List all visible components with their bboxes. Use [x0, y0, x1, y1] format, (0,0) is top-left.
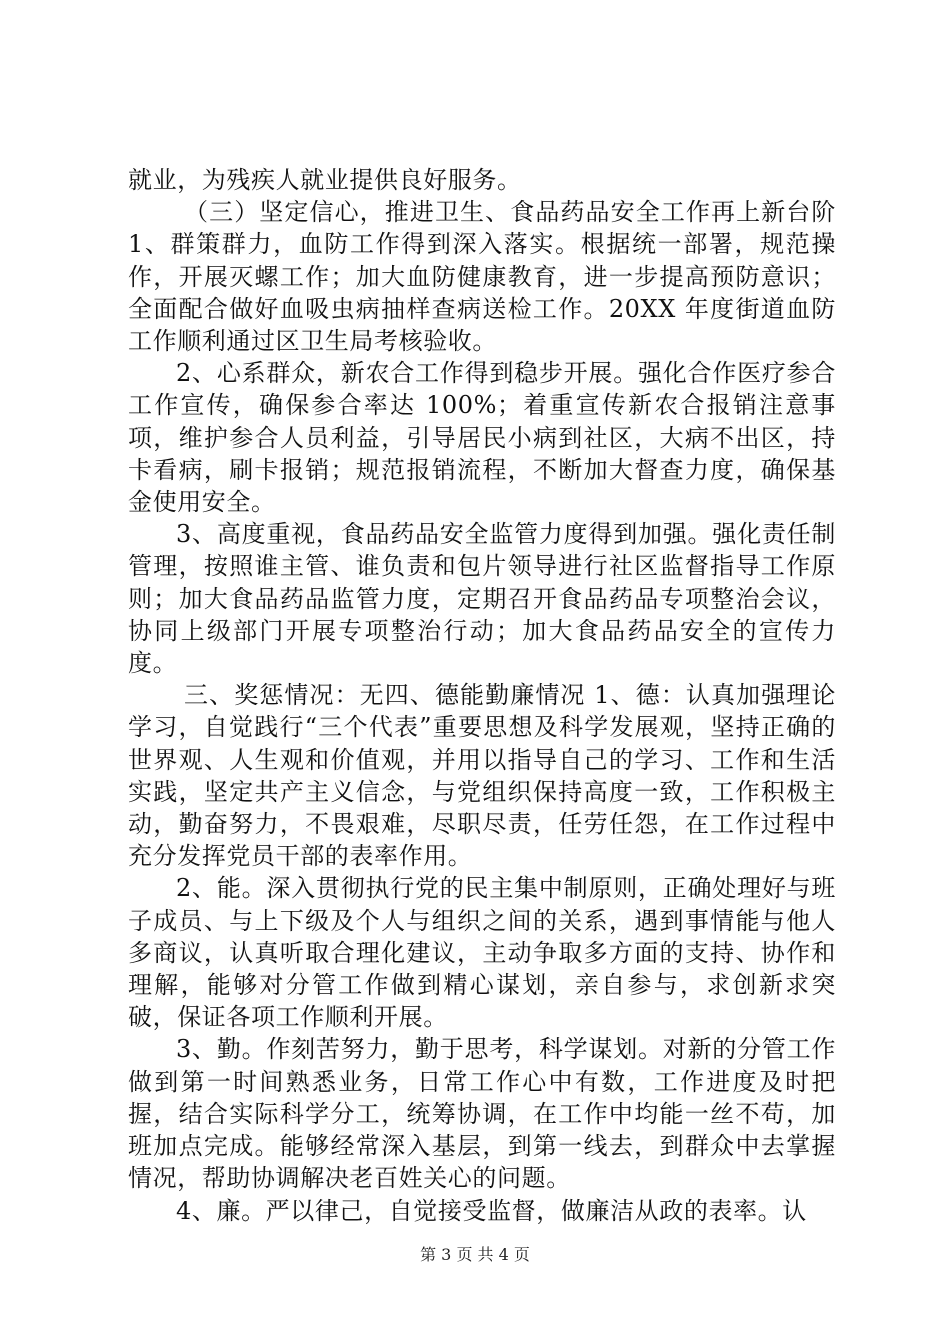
- paragraph-continuation: 就业，为残疾人就业提供良好服务。: [128, 166, 522, 194]
- paragraph-food-safety: 3、高度重视，食品药品安全监管力度得到加强。强化责任制管理，按照谁主管、谁负责和包片领导进行社区监督指导工作原则；加大食品药品监管力度，定期召开食品药品专项整治会议，协同上级部门开展专项整治行动；加大食品药品安全的宣传力度。: [128, 520, 836, 678]
- page-number-footer: 第 3 页 共 4 页: [420, 1245, 530, 1264]
- document-body: [128, 164, 836, 1227]
- paragraph-rewards-virtue: 三、奖惩情况：无四、德能勤廉情况 1、德：认真加强理论学习，自觉践行“三个代表”重要思想及科学发展观，坚持正确的世界观、人生观和价值观，并用以指导自己的学习、工作和生活实践，坚定共产主义信念，与党组织保持高度一致，工作积极主动，勤奋努力，不畏艰难，尽职尽责，任劳任怨，在工作过程中充分发挥党员干部的表率作用。: [128, 681, 836, 871]
- paragraph-ability: 2、能。深入贯彻执行党的民主集中制原则，正确处理好与班子成员、与上下级及个人与组织之间的关系，遇到事情能与他人多商议，认真听取合理化建议，主动争取多方面的支持、协作和理解，能够对分管工作做到精心谋划，亲自参与，求创新求突破，保证各项工作顺利开展。: [128, 874, 836, 1032]
- paragraph-integrity: 4、廉。严以律己，自觉接受监督，做廉洁从政的表率。认: [176, 1196, 807, 1225]
- paragraph-diligence: 3、勤。作刻苦努力，勤于思考，科学谋划。对新的分管工作做到第一时间熟悉业务，日常工作心中有数，工作进度及时把握，结合实际科学分工，统筹协调，在工作中均能一丝不苟，加班加点完成。能够经常深入基层，到第一线去，到群众中去掌握情况，帮助协调解决老百姓关心的问题。: [128, 1035, 836, 1193]
- paragraph-section-three: （三）坚定信心，推进卫生、食品药品安全工作再上新台阶 1、群策群力，血防工作得到深入落实。根据统一部署，规范操作，开展灭螺工作；加大血防健康教育，进一步提高预防意识；全面配合做好血吸虫病抽样查病送检工作。20XX 年度街道血防工作顺利通过区卫生局考核验收。: [128, 198, 836, 356]
- paragraph-rural-coop: 2、心系群众，新农合工作得到稳步开展。强化合作医疗参合工作宣传，确保参合率达 100%；着重宣传新农合报销注意事项，维护参合人员利益，引导居民小病到社区，大病不出区，持卡看病，刷卡报销；规范报销流程，不断加大督查力度，确保基金使用安全。: [128, 359, 836, 517]
